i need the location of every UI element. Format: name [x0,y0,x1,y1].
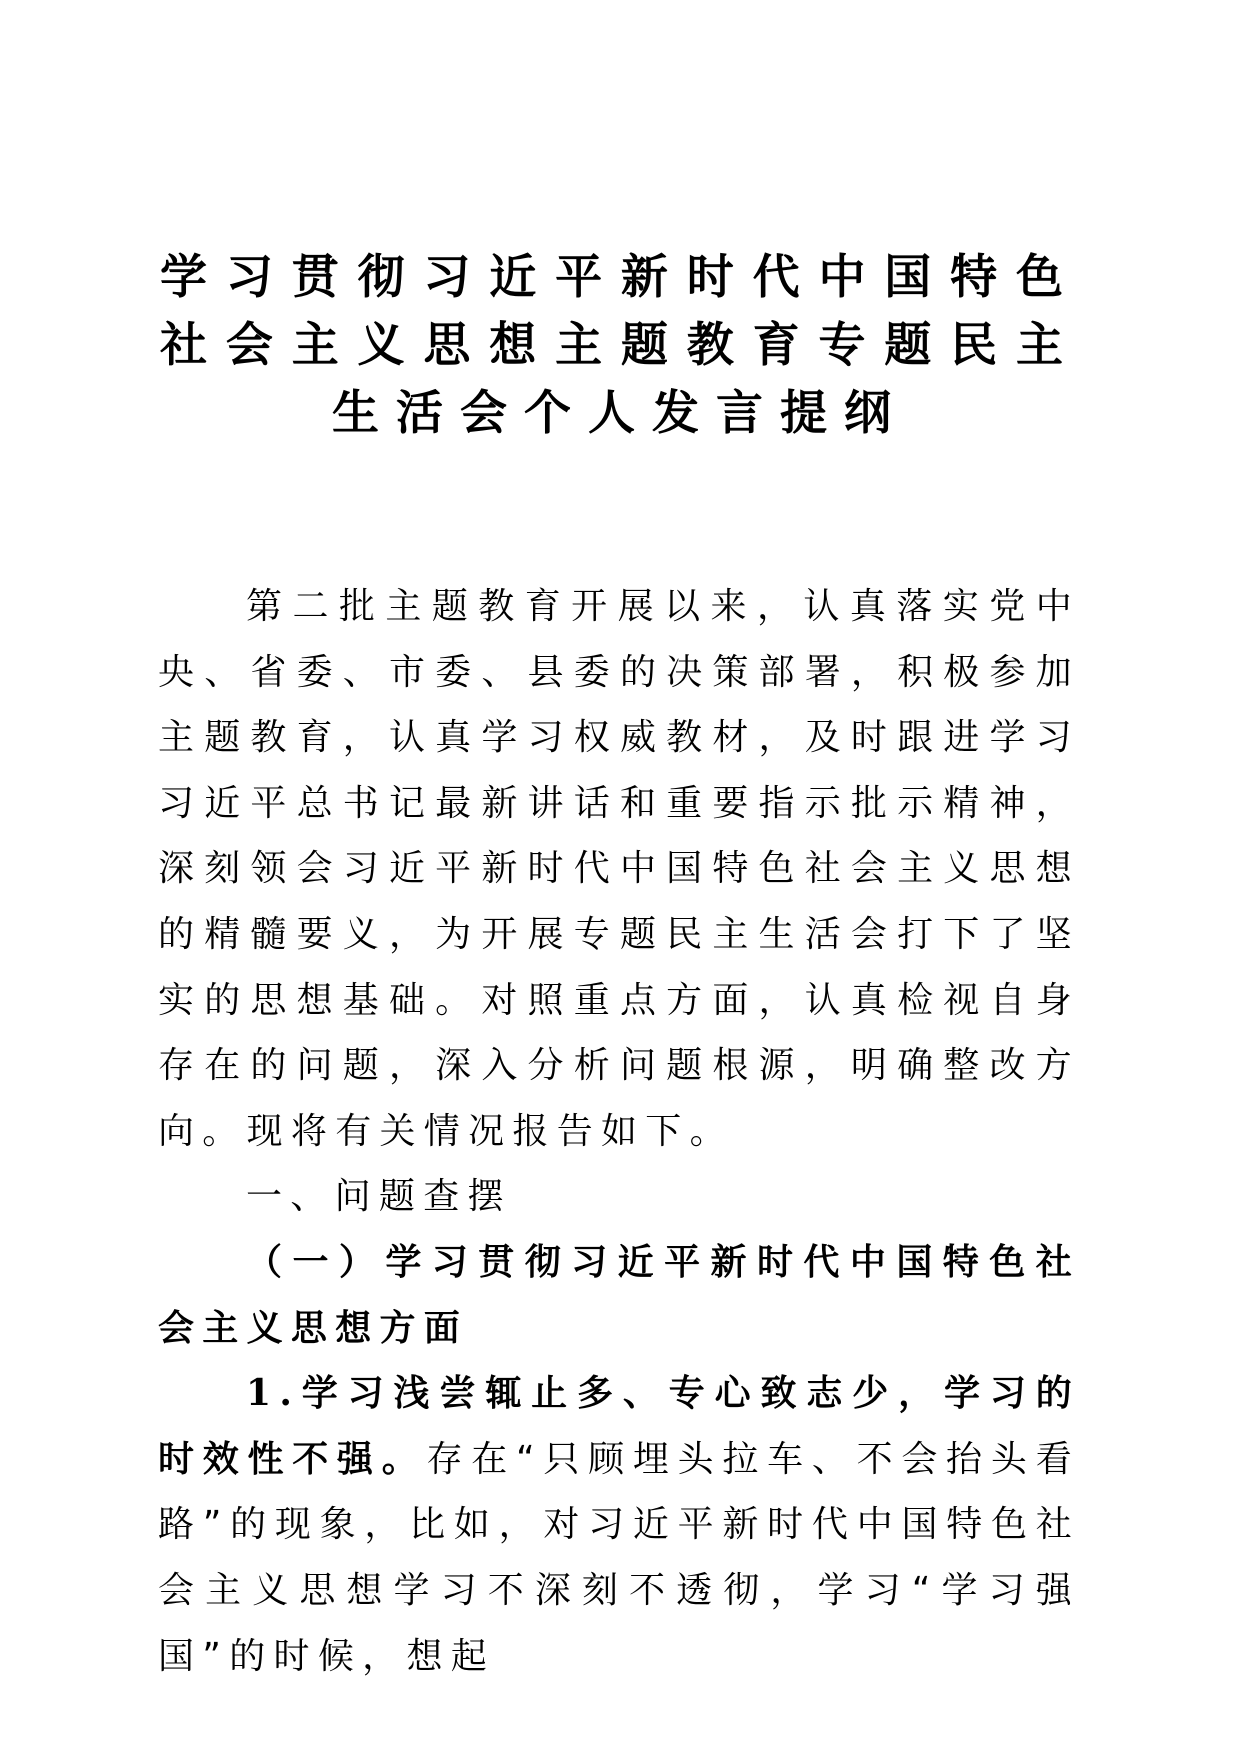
item-number: 1. [246,1372,301,1415]
item-paragraph [158,1361,1080,1689]
intro-paragraph: 第二批主题教育开展以来，认真落实党中央、省委、市委、县委的决策部署，积极参加主题教育，认真学习权威教材，及时跟进学习习近平总书记最新讲话和重要指示批示精神，深刻领会习近平新时代中国特色社会主义思想的精髓要义，为开展专题民主生活会打下了坚实的思想基础。对照重点方面，认真检视自身存在的问题，深入分析问题根源，明确整改方向。现将有关情况报告如下。 [158,586,1080,1152]
section-heading-problems: 一、问题查摆 [246,1176,512,1218]
item-text: 存在“只顾埋头拉车、不会抬头看路”的现象，比如，对习近平新时代中国特色社会主义思想学习不深刻不透彻，学习“学习强国”的时候，想起 [158,1438,1080,1677]
subsection-heading-study: （一）学习贯彻习近平新时代中国特色社会主义思想方面 [158,1241,1080,1349]
item-title: 学习浅尝辄止多、专心致志少，学习的时效性不强。 [158,1373,1080,1480]
document-body [158,574,1080,1689]
document-title: 学习贯彻习近平新时代中国特色社会主义思想主题教育专题民主生活会个人发言提纲 [160,250,1080,441]
